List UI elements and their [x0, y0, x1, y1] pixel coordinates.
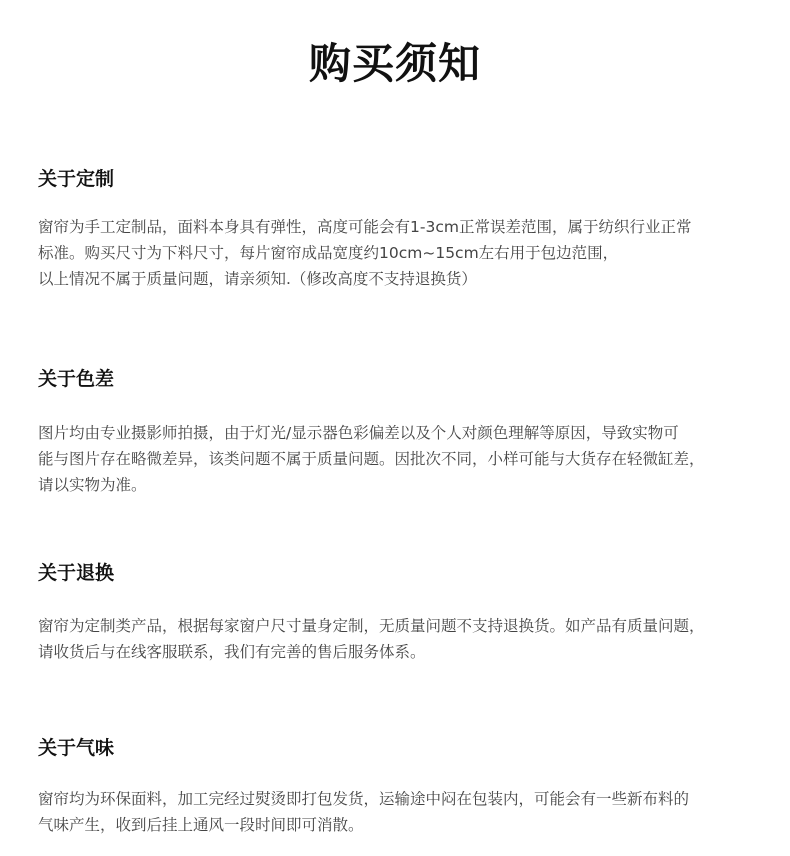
section-heading: 关于退换 [38, 562, 115, 584]
body-line: 标准。购买尺寸为下料尺寸，每片窗帘成品宽度约10cm~15cm左右用于包边范围， [38, 244, 619, 262]
body-line: 请以实物为准。 [38, 476, 147, 494]
section-heading: 关于气味 [38, 737, 115, 759]
page-title: 购买须知 [308, 39, 481, 88]
body-line: 气味产生，收到后挂上通风一段时间即可消散。 [38, 816, 364, 834]
section-heading: 关于色差 [38, 368, 115, 390]
body-line: 请收货后与在线客服联系，我们有完善的售后服务体系。 [38, 643, 426, 661]
body-line: 窗帘均为环保面料，加工完经过熨烫即打包发货，运输途中闷在包装内，可能会有一些新布料的 [38, 790, 690, 808]
section-body [38, 214, 778, 292]
body-line: 图片均由专业摄影师拍摄，由于灯光/显示器色彩偏差以及个人对颜色理解等原因，导致实物可 [38, 424, 679, 442]
section-body [38, 420, 778, 498]
body-line: 窗帘为定制类产品，根据每家窗户尺寸量身定制，无质量问题不支持退换货。如产品有质量问题， [38, 617, 705, 635]
section-heading: 关于定制 [38, 168, 115, 190]
section-body [38, 786, 778, 838]
body-line: 窗帘为手工定制品，面料本身具有弹性，高度可能会有1-3cm正常误差范围，属于纺织行业正常 [38, 218, 692, 236]
section-body [38, 613, 778, 665]
body-line: 能与图片存在略微差异，该类问题不属于质量问题。因批次不同，小样可能与大货存在轻微缸差， [38, 450, 705, 468]
body-line: 以上情况不属于质量问题，请亲须知.（修改高度不支持退换货） [38, 270, 477, 288]
